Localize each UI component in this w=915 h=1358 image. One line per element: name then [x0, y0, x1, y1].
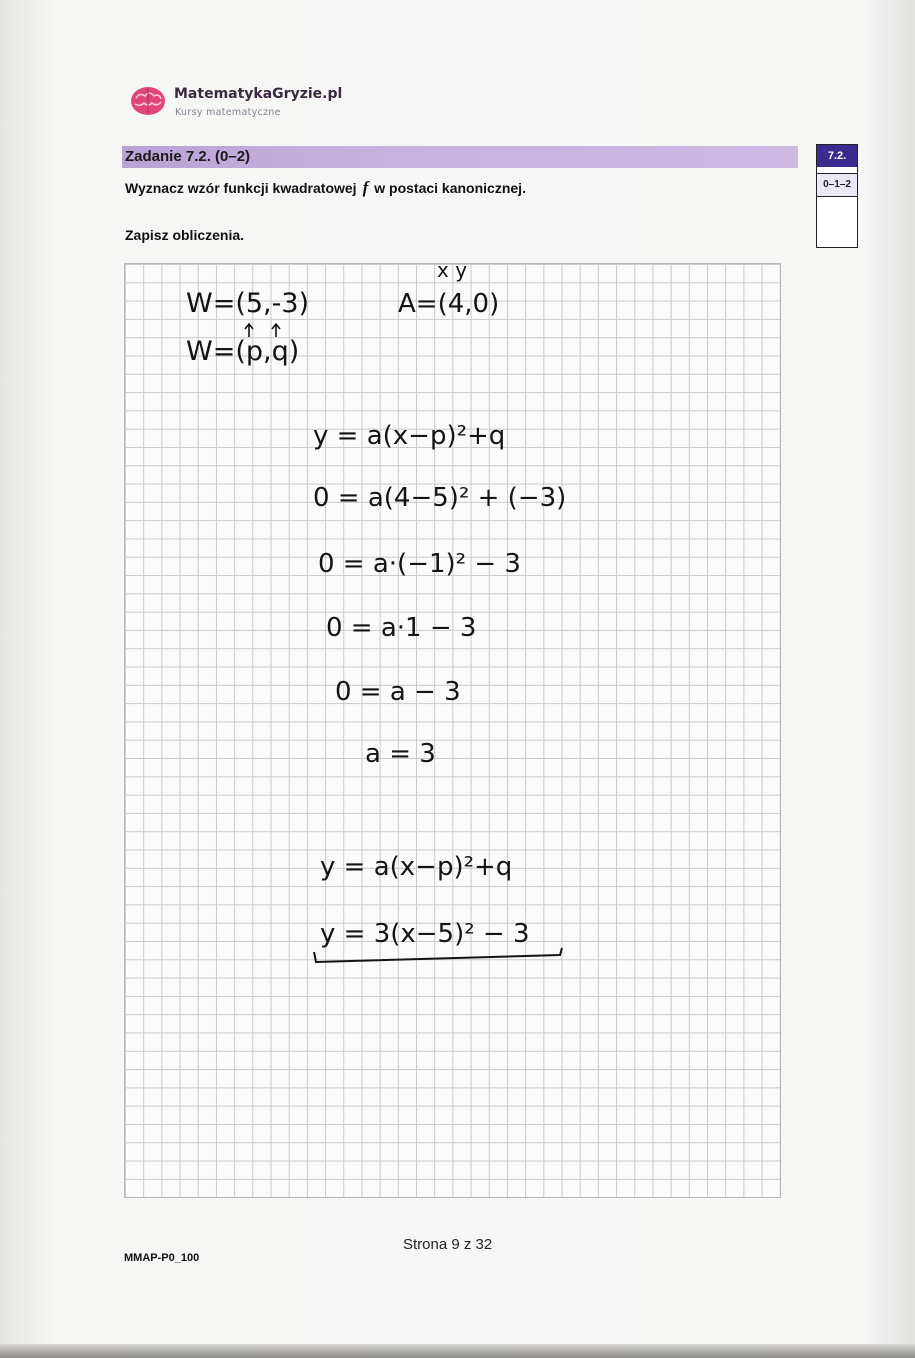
solution-line-4: 0 = a·1 − 3 [326, 613, 477, 643]
vertex-parameters: W=(p,q) [186, 336, 300, 367]
answer-underline [314, 948, 562, 962]
brand-tagline: Kursy matematyczne [175, 107, 281, 118]
solution-line-5: 0 = a − 3 [335, 677, 461, 707]
task-title: Zadanie 7.2. (0–2) [125, 148, 251, 165]
solution-line-6: a = 3 [365, 739, 436, 769]
point-a: A=(4,0) [398, 289, 500, 319]
instruction-text-before: Wyznacz wzór funkcji kwadratowej [125, 180, 357, 196]
solution-line-1: y = a(x−p)²+q [313, 421, 506, 451]
instruction-text-after: w postaci kanonicznej. [374, 180, 526, 196]
exam-code: MMAP-P0_100 [124, 1252, 200, 1264]
final-answer: y = 3(x−5)² − 3 [320, 919, 530, 949]
page-number: Strona 9 z 32 [403, 1236, 493, 1253]
score-task-number: 7.2. [817, 145, 857, 167]
vertex-coordinates: W=(5,-3) [186, 288, 310, 319]
score-range: 0–1–2 [817, 173, 857, 197]
brand-name: MatematykaGryzie.pl [174, 86, 343, 102]
function-symbol: f [362, 178, 369, 197]
solution-line-3: 0 = a·(−1)² − 3 [318, 549, 521, 579]
solution-line-2: 0 = a(4−5)² + (−3) [313, 483, 567, 513]
final-formula: y = a(x−p)²+q [320, 852, 513, 882]
xy-label: x y [437, 258, 468, 282]
task-note: Zapisz obliczenia. [125, 227, 245, 243]
